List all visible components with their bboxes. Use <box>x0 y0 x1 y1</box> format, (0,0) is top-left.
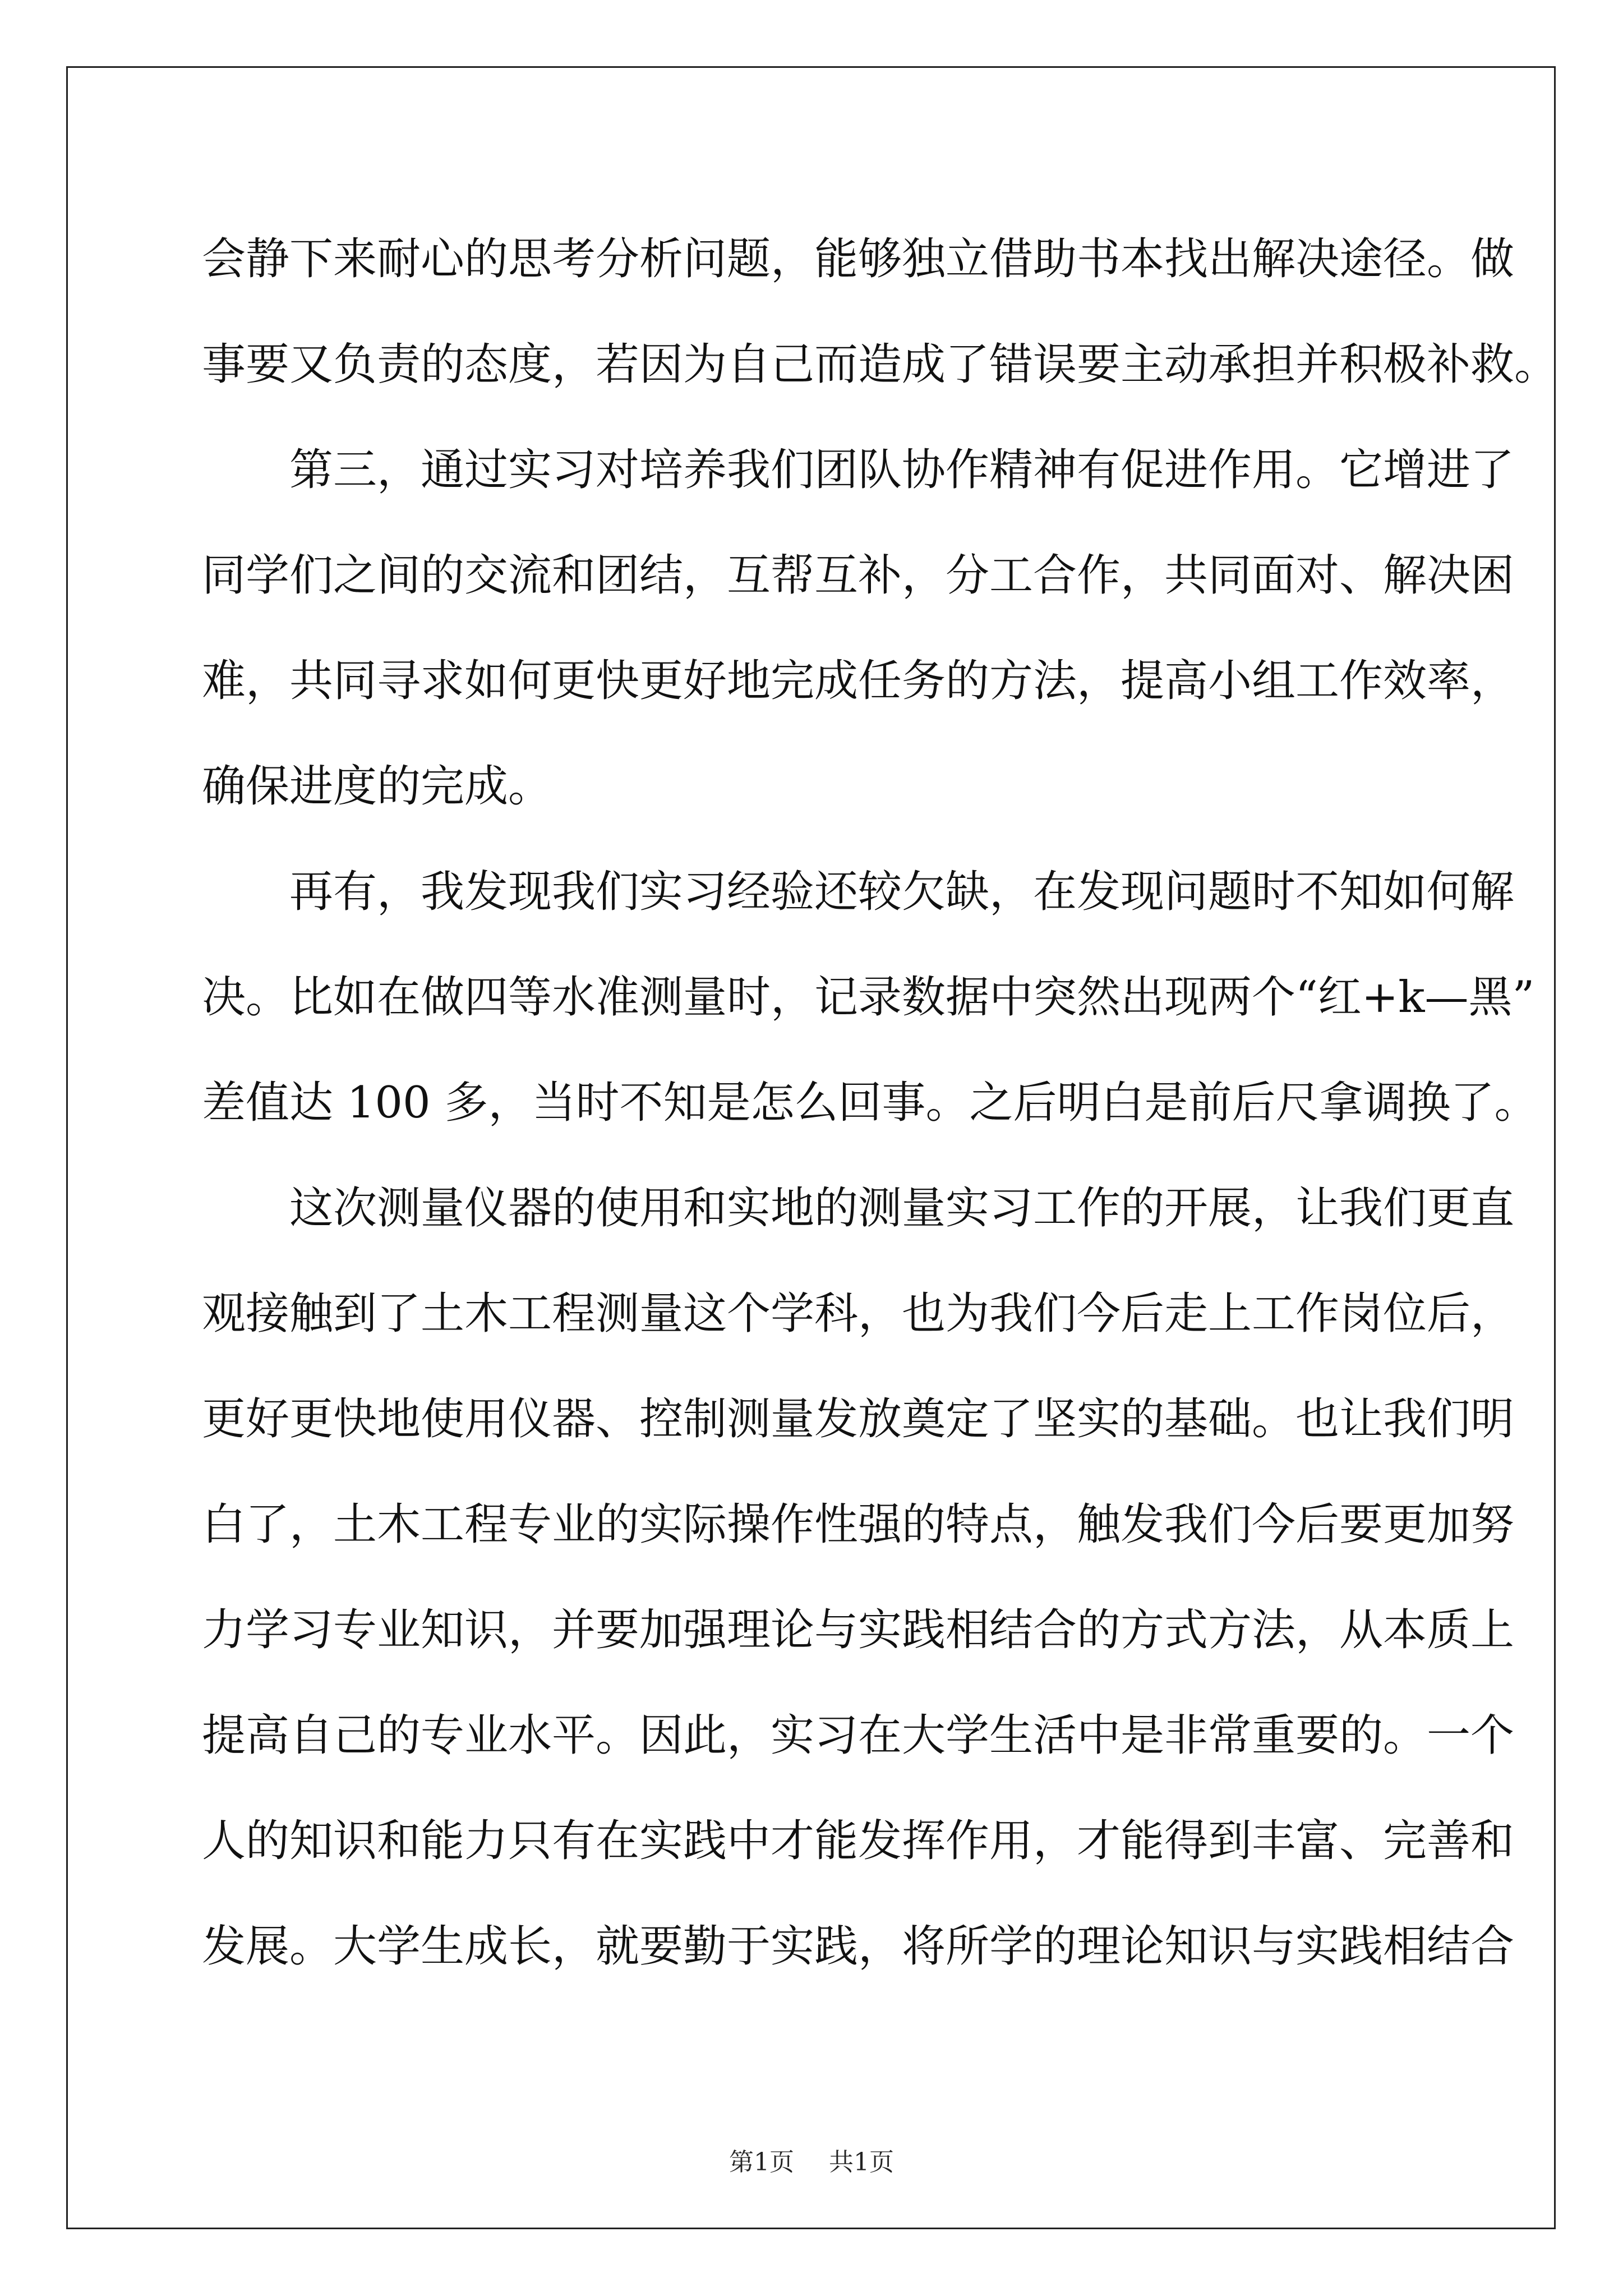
text-line: 会静下来耐心的思考分析问题，能够独立借助书本找出解决途径。做 <box>202 234 1515 284</box>
text-line: 再有，我发现我们实习经验还较欠缺，在发现问题时不知如何解 <box>202 867 1515 917</box>
page-footer <box>0 2142 1623 2178</box>
text-line: 提高自己的专业水平。因此，实习在大学生活中是非常重要的。一个 <box>202 1710 1515 1761</box>
text-line: 事要又负责的态度，若因为自己而造成了错误要主动承担并积极补救。 <box>202 339 1559 390</box>
text-line: 更好更快地使用仪器、控制测量发放奠定了坚实的基础。也让我们明 <box>202 1394 1515 1444</box>
text-line: 同学们之间的交流和团结，互帮互补，分工合作，共同面对、解决困 <box>202 550 1515 601</box>
page-number: 第1页 <box>729 2148 794 2177</box>
text-line: 发展。大学生成长，就要勤于实践，将所学的理论知识与实践相结合 <box>202 1921 1515 1972</box>
text-line: 人的知识和能力只有在实践中才能发挥作用，才能得到丰富、完善和 <box>202 1816 1515 1866</box>
text-line: 这次测量仪器的使用和实地的测量实习工作的开展，让我们更直 <box>202 1183 1515 1234</box>
text-line: 观接触到了土木工程测量这个学科，也为我们今后走上工作岗位后， <box>202 1289 1515 1339</box>
text-line: 力学习专业知识，并要加强理论与实践相结合的方式方法，从本质上 <box>202 1605 1515 1655</box>
text-line: 确保进度的完成。 <box>202 761 552 812</box>
document-body <box>202 206 1559 1999</box>
text-line: 难，共同寻求如何更快更好地完成任务的方法，提高小组工作效率， <box>202 656 1515 706</box>
page-total: 共1页 <box>829 2148 894 2177</box>
text-line: 决。比如在做四等水准测量时，记录数据中突然出现两个“红+k—黑” <box>202 972 1535 1023</box>
text-line: 白了，土木工程专业的实际操作性强的特点，触发我们今后要更加努 <box>202 1499 1515 1550</box>
text-line: 差值达 100 多，当时不知是怎么回事。之后明白是前后尺拿调换了。 <box>202 1078 1538 1128</box>
text-line: 第三，通过实习对培养我们团队协作精神有促进作用。它增进了 <box>202 445 1515 495</box>
